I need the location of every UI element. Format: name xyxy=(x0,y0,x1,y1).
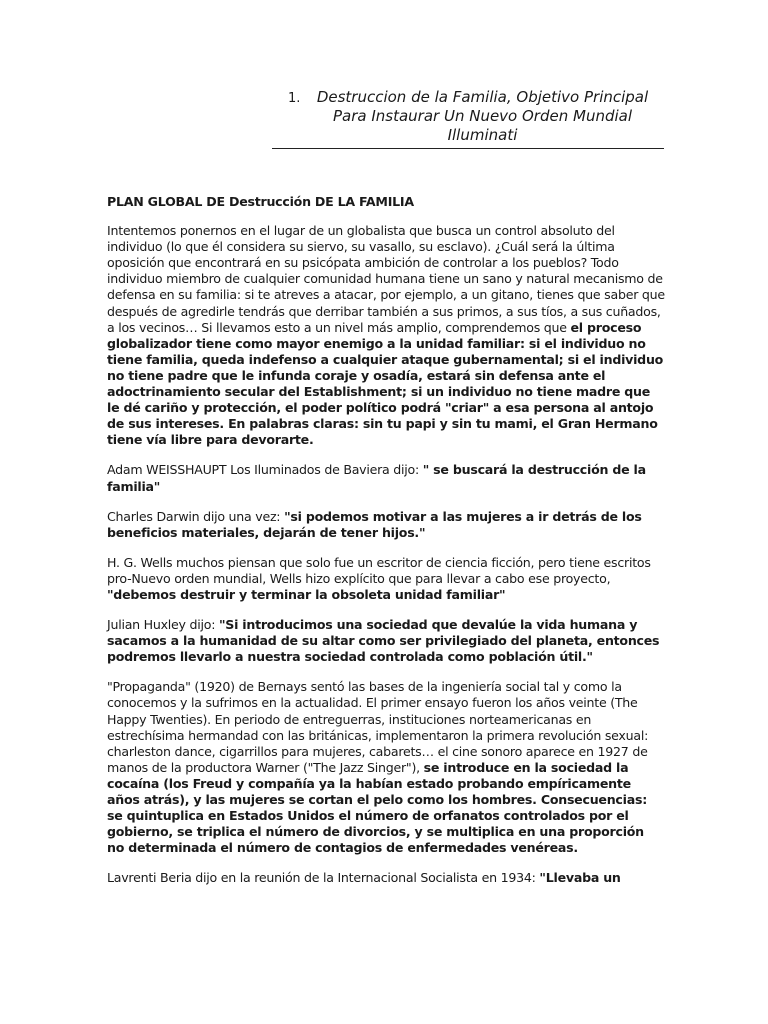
chapter-title-line: Destruccion de la Familia, Objetivo Principal xyxy=(316,88,649,106)
section-title: PLAN GLOBAL DE Destrucción DE LA FAMILIA xyxy=(107,194,414,209)
paragraph-text: Adam WEISSHAUPT Los Iluminados de Baviera dijo: xyxy=(107,462,423,478)
chapter-title-line: Illuminati xyxy=(447,126,518,144)
paragraph-text: "Propaganda" (1920) de Bernays sentó las bases de la ingeniería social tal y como la conocemos y la sufrimos en la actualidad. El primer ensayo fueron los años veinte (The Happy Twenties). En periodo de entreguerras, instituciones norteamericanas en estrechísima hermandad con las británicas, implementaron la primera revolución sexual: charleston dance, cigarrillos para mujeres, cabarets… el cine sonoro aparece en 1927 de manos de la productora Warner ("The Jazz Singer"), xyxy=(107,679,649,775)
paragraph-wells-quote xyxy=(107,555,665,603)
chapter-number: 1. xyxy=(288,91,301,106)
paragraph-intro xyxy=(107,223,665,448)
paragraph-beria-quote xyxy=(107,870,665,886)
paragraph-text: Charles Darwin dijo una vez: xyxy=(107,508,285,524)
paragraph-bold-text: "debemos destruir y terminar la obsoleta unidad familiar" xyxy=(107,586,506,602)
paragraph-bold-text: "Si introducimos una sociedad que devalúe la vida humana y sacamos a la humanidad de su altar como ser privilegiado del planeta, entonces podremos llevarlo a nuestra sociedad controlada como población útil." xyxy=(107,617,660,665)
paragraph-text: H. G. Wells muchos piensan que solo fue un escritor de ciencia ficción, pero tiene escritos pro-Nuevo orden mundial, Wells hizo explícito que para llevar a cabo ese proyecto, xyxy=(107,554,651,586)
paragraph-text: Lavrenti Beria dijo en la reunión de la Internacional Socialista en 1934: xyxy=(107,870,540,886)
paragraph-bold-text: "si podemos motivar a las mujeres a ir detrás de los beneficios materiales, dejarán de tener hijos." xyxy=(107,508,642,540)
paragraph-text: Intentemos ponernos en el lugar de un globalista que busca un control absoluto del individuo (lo que él considera su siervo, su vasallo, su esclavo). ¿Cuál será la última oposición que encontrará en su psicópata ambición de controlar a los pueblos? Todo individuo miembro de cualquier comunidad humana tiene un sano y natural mecanismo de defensa en su familia: si te atreves a atacar, por ejemplo, a un gitano, tienes que saber que después de agredirle tendrás que derribar también a sus primos, a sus tíos, a sus cuñados, a los vecinos… Si llevamos esto a un nivel más amplio, comprendemos que xyxy=(107,223,665,335)
chapter-title xyxy=(310,88,655,145)
chapter-heading xyxy=(272,88,664,149)
paragraph-bold-text: se introduce en la sociedad la cocaína (los Freud y compañía ya la habían estado probando empíricamente años atrás), y las mujeres se cortan el pelo como los hombres. Consecuencias: se quintuplica en Estados Unidos el número de orfanatos controlados por el gobierno, se triplica el número de divorcios, y se multiplica en una proporción no determinada el número de contagios de enfermedades venéreas. xyxy=(107,759,647,856)
paragraph-darwin-quote xyxy=(107,509,665,541)
paragraph-bernays xyxy=(107,679,665,856)
paragraph-weishaupt-quote xyxy=(107,462,665,494)
paragraph-bold-text: el proceso globalizador tiene como mayor enemigo a la unidad familiar: si el individuo no tiene familia, queda indefenso a cualquier ataque gubernamental; si el individuo no tiene padre que le infunda coraje y osadía, estará sin defensa ante el adoctrinamiento secular del Establishment; si un individuo no tiene madre que le dé cariño y protección, el poder político podrá "criar" a esa persona al antojo de sus intereses. En palabras claras: sin tu papi y sin tu mami, el Gran Hermano tiene vía libre para devorarte. xyxy=(107,319,664,448)
document-body xyxy=(107,194,665,900)
paragraph-text: Julian Huxley dijo: xyxy=(107,617,219,633)
paragraph-huxley-quote xyxy=(107,617,665,665)
paragraph-bold-text: "Llevaba un xyxy=(539,870,621,886)
paragraph-bold-text: " se buscará la destrucción de la familia" xyxy=(107,462,646,494)
chapter-title-line: Para Instaurar Un Nuevo Orden Mundial xyxy=(332,107,633,125)
